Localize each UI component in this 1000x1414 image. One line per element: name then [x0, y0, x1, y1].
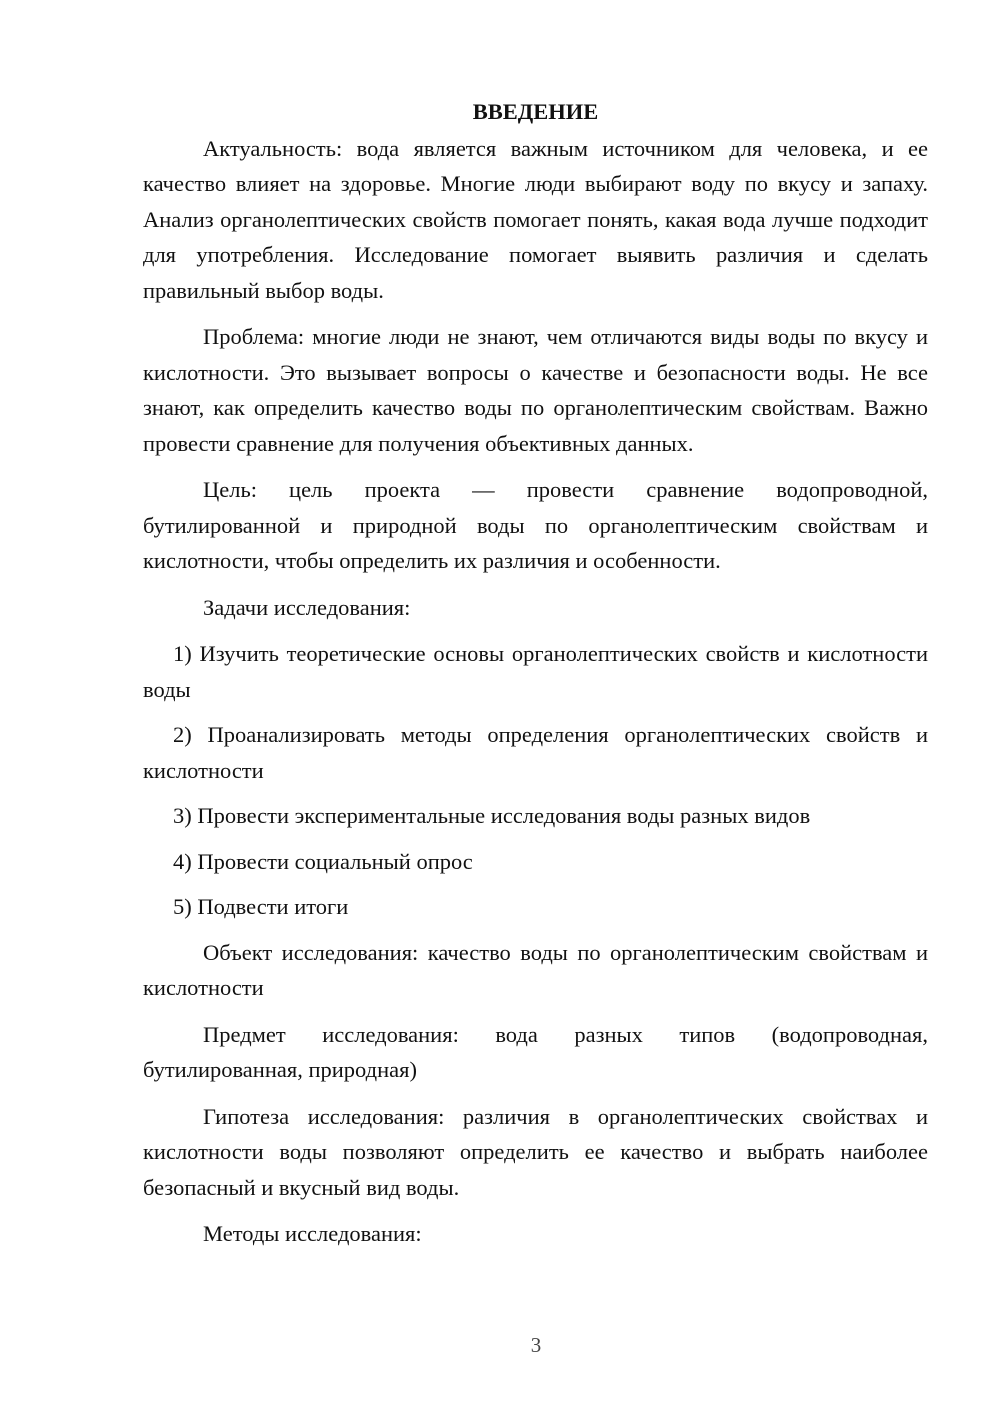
task-item-2: 2) Проанализировать методы определения органолептических свойств и кислотности [143, 722, 928, 783]
task-item-4: 4) Провести социальный опрос [173, 848, 473, 874]
task-item-3: 3) Провести экспериментальные исследования воды разных видов [173, 803, 811, 828]
document-page [143, 94, 928, 1263]
paragraph-methods: Методы исследования: [203, 1221, 422, 1246]
page-number: 3 [530, 1333, 542, 1357]
paragraph-problem: Проблема: многие люди не знают, чем отличаются виды воды по вкусу и кислотности. Это вызывает вопросы о качестве и безопасности воды. Не все знают, как определить качество воды по органолептическим свойствам. Важно провести сравнение для получения объективных данных. [143, 324, 928, 456]
paragraph-tasks-intro: Задачи исследования: [203, 594, 411, 620]
page-title: ВВЕДЕНИЕ [472, 99, 599, 124]
paragraph-object: Объект исследования: качество воды по органолептическим свойствам и кислотности [143, 939, 928, 1000]
paragraph-hypothesis: Гипотеза исследования: различия в органолептических свойствах и кислотности воды позволяют определить ее качество и выбрать наиболее безопасный и вкусный вид воды. [143, 1103, 928, 1200]
paragraph-subject: Предмет исследования: вода разных типов (водопроводная, бутилированная, природная) [143, 1021, 928, 1082]
task-item-1: 1) Изучить теоретические основы органолептических свойств и кислотности воды [143, 641, 928, 702]
paragraph-relevance: Актуальность: вода является важным источником для человека, и ее качество влияет на здоровье. Многие люди выбирают воду по вкусу и запаху. Анализ органолептических свойств помогает понять, какая вода лучше подходит для употребления. Исследование помогает выявить различия и сделать правильный выбор воды. [143, 135, 928, 303]
task-item-5: 5) Подвести итоги [173, 894, 349, 919]
paragraph-goal: Цель: цель проекта — провести сравнение водопроводной, бутилированной и природной воды по органолептическим свойствам и кислотности, чтобы определить их различия и особенности. [143, 477, 928, 573]
